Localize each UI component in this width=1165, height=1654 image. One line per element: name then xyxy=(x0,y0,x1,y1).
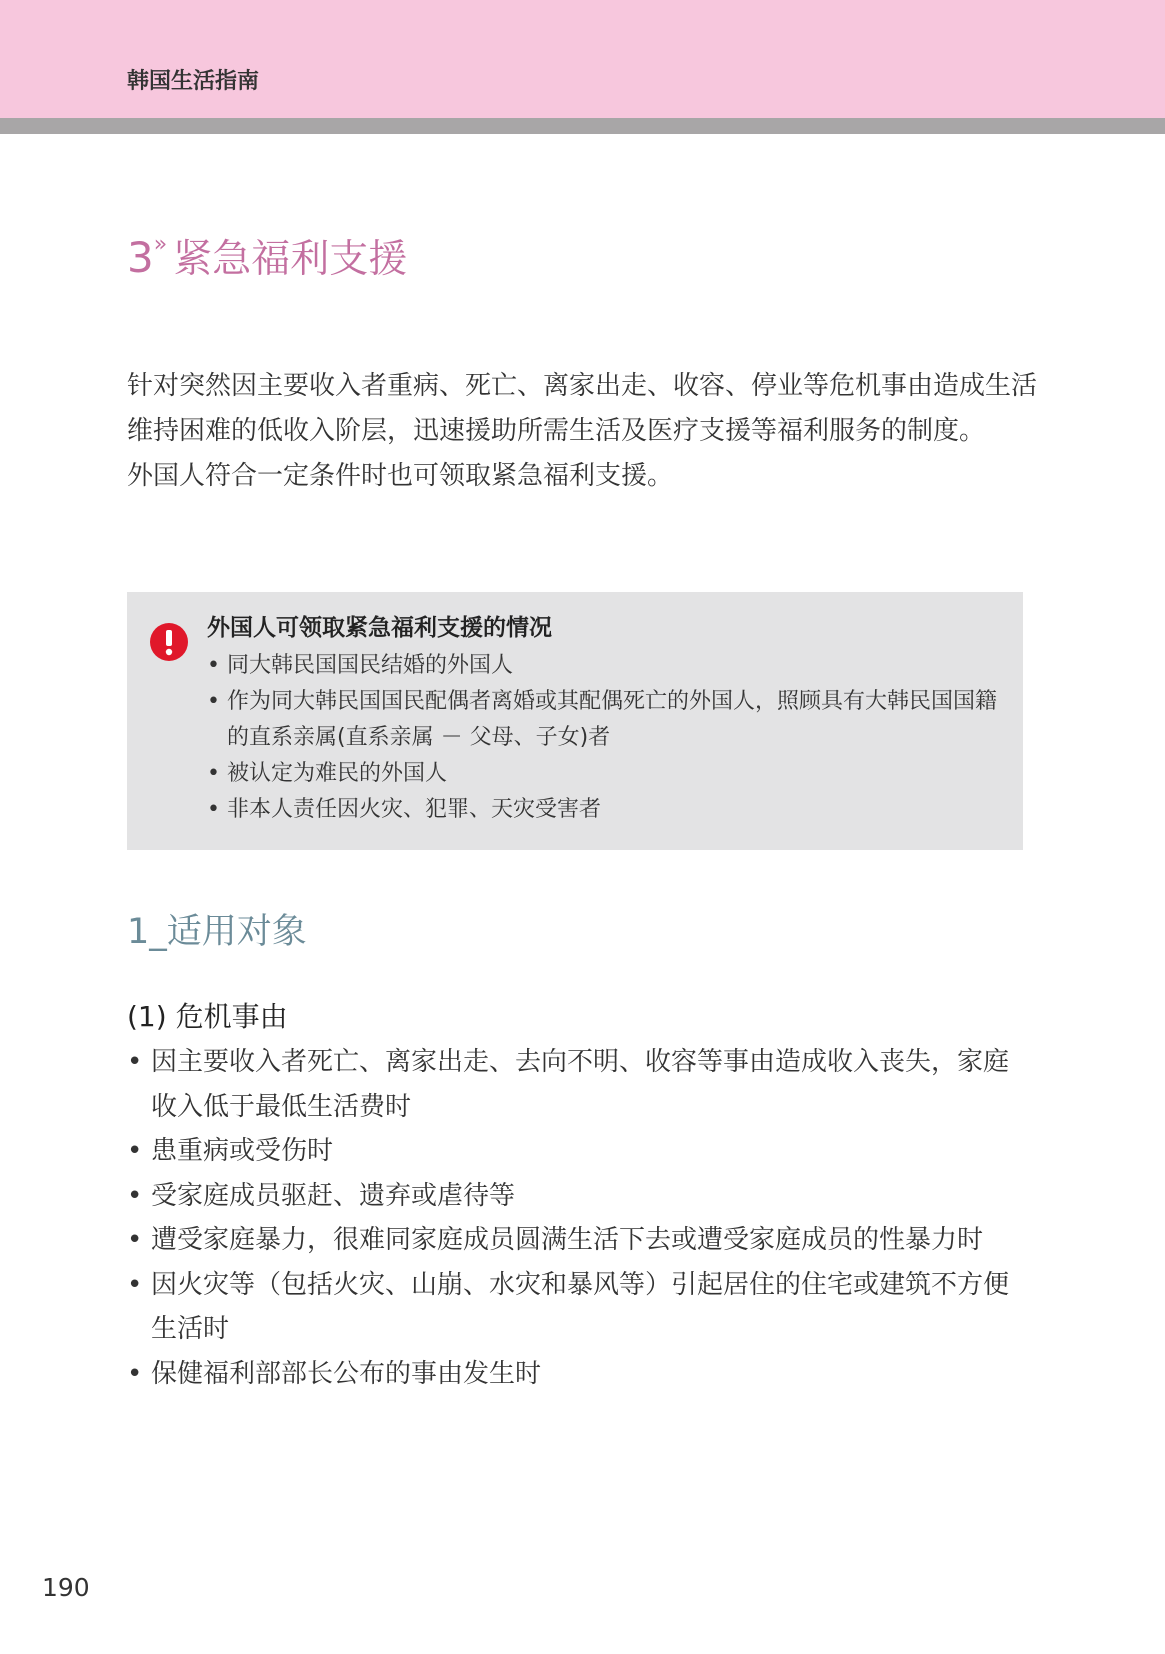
section-heading xyxy=(127,230,407,288)
section-mark: » xyxy=(153,232,168,257)
subsection-title: 1_适用对象 xyxy=(127,912,307,952)
intro-paragraph: 外国人符合一定条件时也可领取紧急福利支援。 xyxy=(127,461,674,491)
section-number: 3 xyxy=(127,233,154,282)
crisis-list xyxy=(127,1040,1027,1396)
exclamation-icon xyxy=(149,622,189,662)
header-title: 韩国生活指南 xyxy=(127,69,260,94)
list-item: • 作为同大韩民国国民配偶者离婚或其配偶死亡的外国人，照顾具有大韩民国国籍的直系亲属(直系亲属 － 父母、子女)者 xyxy=(207,684,997,756)
list-item: • 患重病或受伤时 xyxy=(127,1129,1027,1174)
page-number: 190 xyxy=(42,1573,90,1602)
list-item: • 受家庭成员驱赶、遗弃或虐待等 xyxy=(127,1174,1027,1219)
list-item: • 因主要收入者死亡、离家出走、去向不明、收容等事由造成收入丧失，家庭收入低于最低生活费时 xyxy=(127,1040,1027,1129)
list-item: • 被认定为难民的外国人 xyxy=(207,756,997,792)
intro-text xyxy=(127,364,1037,499)
notice-box xyxy=(127,592,1023,850)
header-band xyxy=(0,0,1165,118)
notice-list xyxy=(207,648,997,828)
notice-title: 外国人可领取紧急福利支援的情况 xyxy=(207,615,552,641)
list-item: • 同大韩民国国民结婚的外国人 xyxy=(207,648,997,684)
section-title: 紧急福利支援 xyxy=(173,237,408,282)
crisis-title: (1) 危机事由 xyxy=(127,1000,288,1033)
header-rule xyxy=(0,118,1165,134)
list-item: • 保健福利部部长公布的事由发生时 xyxy=(127,1352,1027,1397)
list-item: • 因火灾等（包括火灾、山崩、水灾和暴风等）引起居住的住宅或建筑不方便生活时 xyxy=(127,1263,1027,1352)
intro-paragraph: 针对突然因主要收入者重病、死亡、离家出走、收容、停业等危机事由造成生活维持困难的低收入阶层，迅速援助所需生活及医疗支援等福利服务的制度。 xyxy=(127,371,1038,446)
list-item: • 非本人责任因火灾、犯罪、天灾受害者 xyxy=(207,792,997,828)
list-item: • 遭受家庭暴力，很难同家庭成员圆满生活下去或遭受家庭成员的性暴力时 xyxy=(127,1218,1027,1263)
